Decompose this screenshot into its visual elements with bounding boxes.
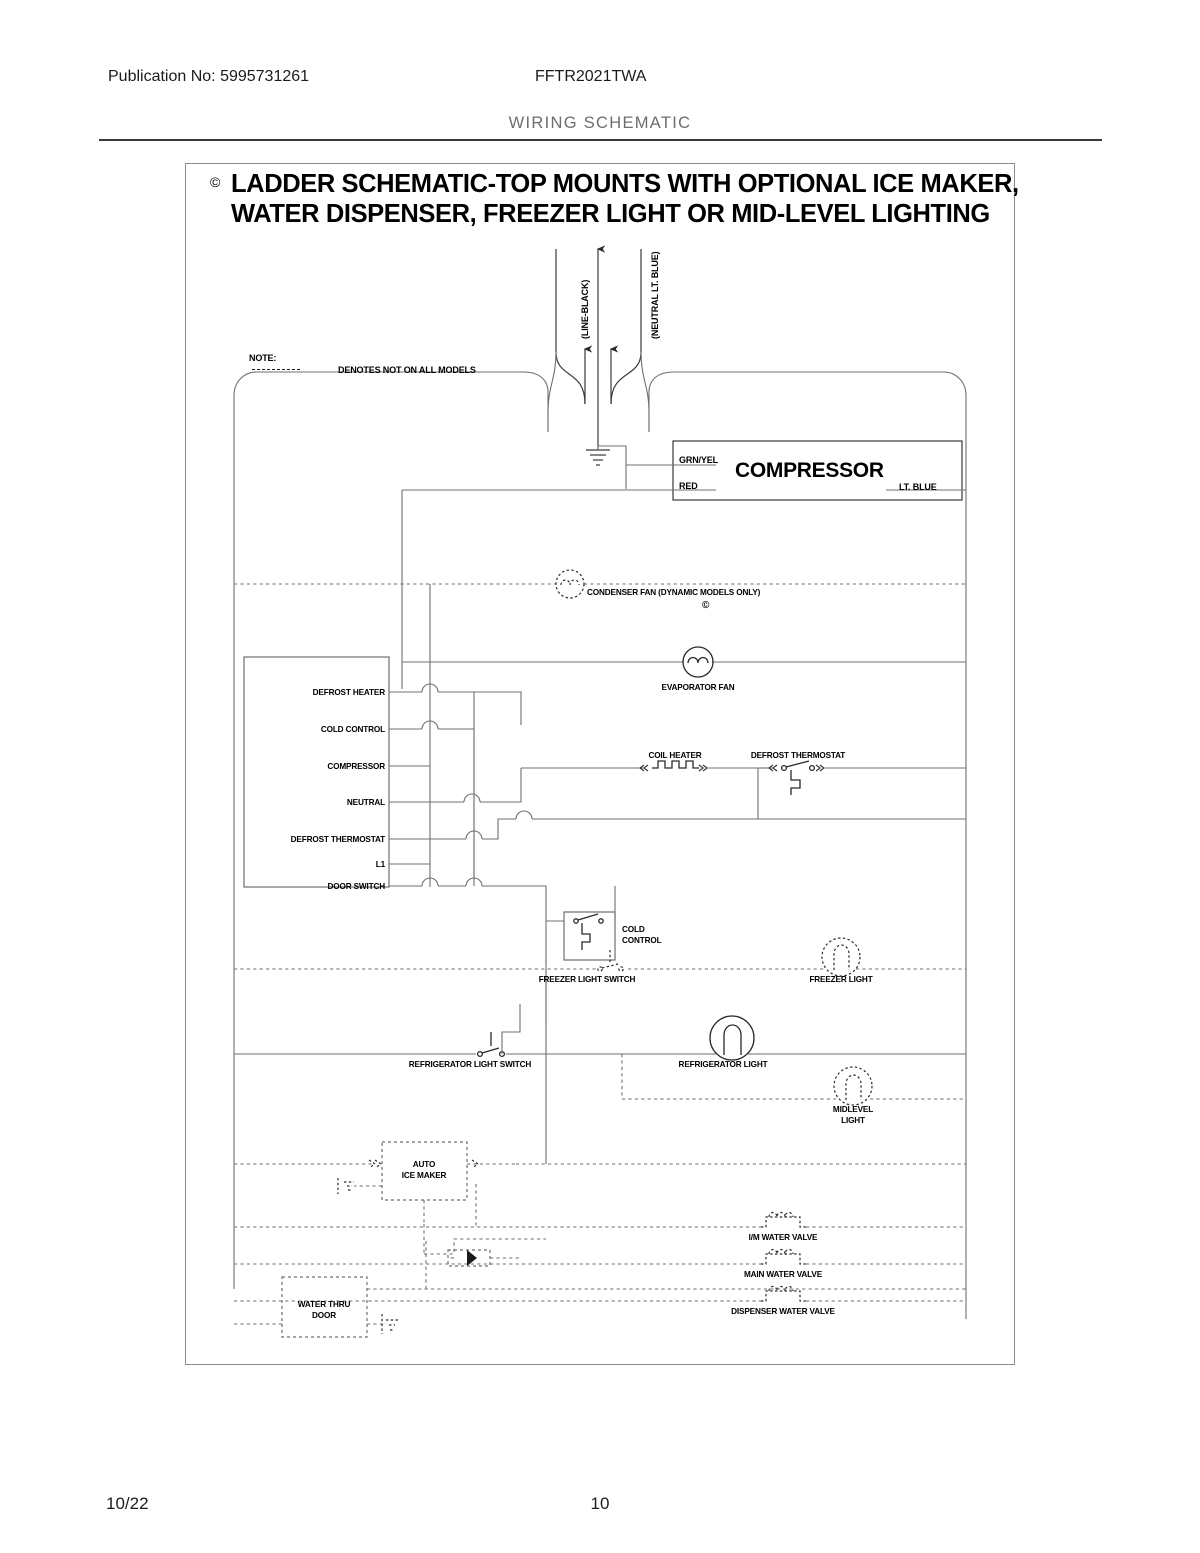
im-water-valve-label: I/M WATER VALVE [748, 1233, 818, 1242]
model-number: FFTR2021TWA [535, 68, 647, 85]
terminal-label-neutral: NEUTRAL [346, 798, 385, 807]
page-header [0, 0, 1200, 145]
footer-date: 10/22 [106, 1494, 149, 1513]
cold-control-label-line-1: COLD [622, 925, 645, 934]
auto-ice-maker-label-line-1: AUTO [412, 1160, 436, 1169]
coil-heater-label: COIL HEATER [648, 751, 702, 760]
refrigerator-light-switch-label: REFRIGERATOR LIGHT SWITCH [408, 1060, 532, 1069]
diagram-title-line-2: WATER DISPENSER, FREEZER LIGHT OR MID-LEVEL LIGHTING [231, 200, 990, 228]
compressor-lt-blue-label: LT. BLUE [899, 482, 937, 492]
supply-neutral-label: (NEUTRAL LT. BLUE) [650, 251, 660, 339]
terminal-label-cold-control: COLD CONTROL [320, 725, 385, 734]
auto-ice-maker-label-line-2: ICE MAKER [401, 1171, 447, 1180]
note-heading: NOTE: [249, 353, 277, 363]
cold-control-label-line-2: CONTROL [622, 936, 662, 945]
wiring-schematic-diagram [185, 163, 1019, 1365]
midlevel-light-label-line-2: LIGHT [841, 1116, 865, 1125]
refrigerator-light-label: REFRIGERATOR LIGHT [678, 1060, 768, 1069]
header-divider [99, 139, 1102, 141]
evaporator-fan-label: EVAPORATOR FAN [661, 683, 735, 692]
dispenser-water-valve-label: DISPENSER WATER VALVE [731, 1307, 835, 1316]
terminal-label-compressor: COMPRESSOR [327, 762, 385, 771]
supply-line-label: (LINE-BLACK) [580, 279, 590, 339]
diagram-title-line-1: LADDER SCHEMATIC-TOP MOUNTS WITH OPTIONAL ICE MAKER, [231, 170, 1019, 198]
schematic-wiring-svg [186, 164, 1014, 1364]
note-dash-sample [252, 369, 300, 370]
main-water-valve-label: MAIN WATER VALVE [743, 1270, 823, 1279]
freezer-light-label: FREEZER LIGHT [809, 975, 873, 984]
note-legend-text: DENOTES NOT ON ALL MODELS [338, 365, 476, 375]
freezer-light-switch-label: FREEZER LIGHT SWITCH [538, 975, 636, 984]
midlevel-light-label-line-1: MIDLEVEL [832, 1105, 874, 1114]
compressor-red-label: RED [679, 481, 698, 491]
terminal-label-defrost-thermostat: DEFROST THERMOSTAT [290, 835, 385, 844]
compressor-title: COMPRESSOR [735, 459, 884, 482]
publication-number: Publication No: 5995731261 [108, 68, 310, 85]
condenser-fan-copyright-icon: © [702, 600, 710, 611]
compressor-grn-yel-label: GRN/YEL [679, 455, 718, 465]
defrost-thermostat-label: DEFROST THERMOSTAT [750, 751, 846, 760]
copyright-icon: © [210, 174, 221, 190]
section-title: WIRING SCHEMATIC [508, 114, 692, 132]
terminal-label-l1: L1 [375, 860, 385, 869]
condenser-fan-label: CONDENSER FAN (DYNAMIC MODELS ONLY) [587, 588, 761, 597]
water-thru-door-label-line-1: WATER THRU [297, 1300, 351, 1309]
footer-page-number: 10 [590, 1494, 610, 1513]
terminal-label-defrost-heater: DEFROST HEATER [312, 688, 385, 697]
water-thru-door-label-line-2: DOOR [312, 1311, 336, 1320]
terminal-label-door-switch: DOOR SWITCH [327, 882, 385, 891]
